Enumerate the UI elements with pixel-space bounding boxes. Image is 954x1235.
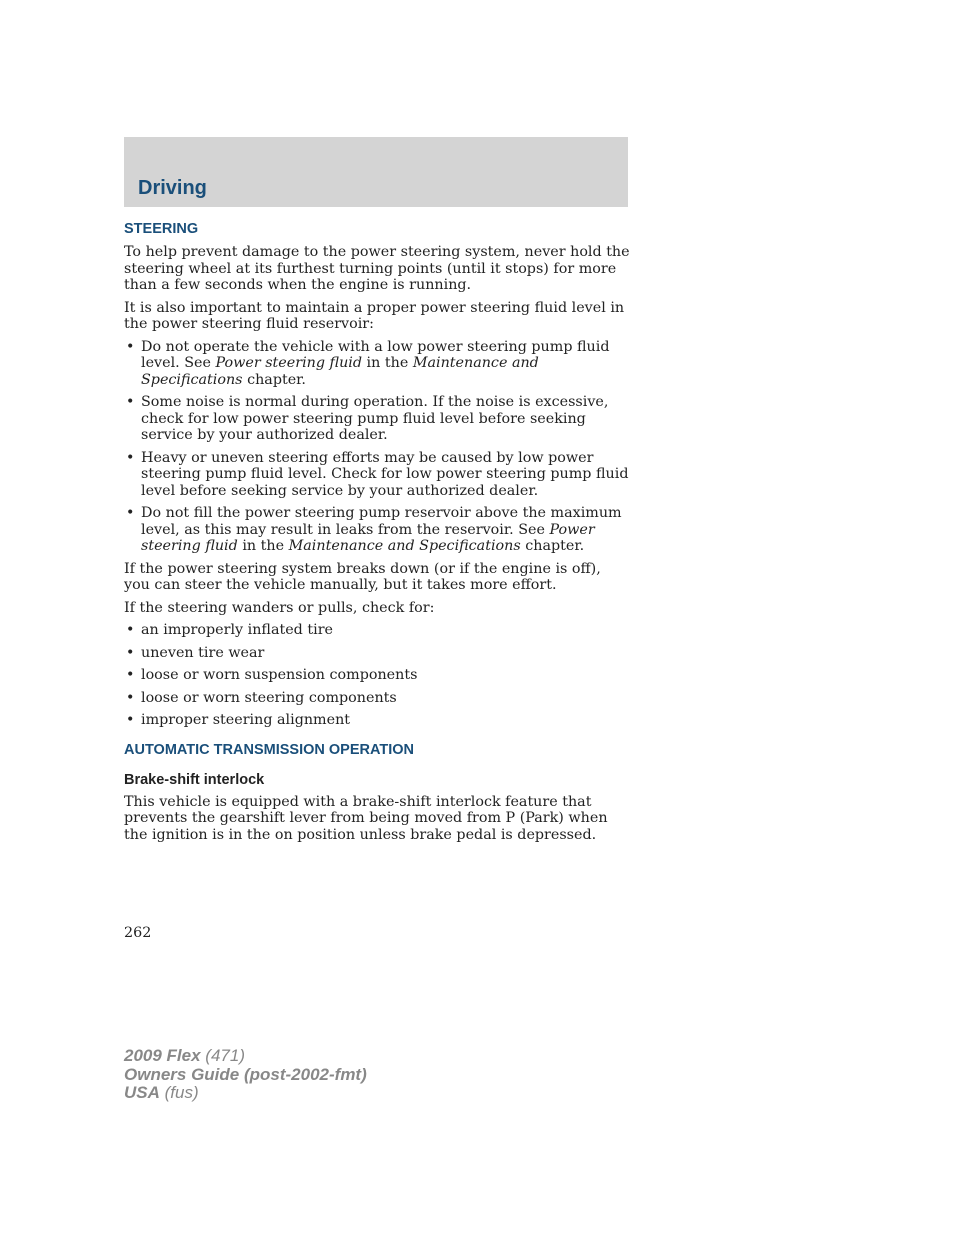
section-header-band: [124, 137, 628, 207]
steering-paragraph-4: If the steering wanders or pulls, check for:: [124, 599, 435, 616]
fluid-bullet-4: • Do not fill the power steering pump reservoir above the maximum level, as this may result in leaks from the reservoir. See Power steering fluid in the Maintenance and Specifications chapter.: [124, 505, 630, 555]
brake-shift-subheading: Brake-shift interlock: [124, 771, 265, 788]
footer-line-1: 2009 Flex (471): [124, 1046, 245, 1065]
section-title: Driving: [138, 177, 207, 199]
transmission-paragraph-1: This vehicle is equipped with a brake-shift interlock feature that prevents the gearshift lever from being moved from P (Park) when the ignition is in the on position unless brake pedal is depressed.: [124, 793, 608, 843]
footer-line-2: Owners Guide (post-2002-fmt): [124, 1064, 367, 1084]
reference-maintenance-chapter: Maintenance and Specifications: [288, 538, 521, 554]
check-item: • loose or worn suspension components: [124, 667, 630, 684]
footer-line-3: USA (fus): [124, 1083, 199, 1102]
page-number: 262: [124, 925, 152, 941]
check-item: • uneven tire wear: [124, 645, 630, 662]
reference-power-steering-fluid: Power steering fluid: [141, 521, 595, 554]
fluid-bullet-list: [124, 339, 630, 555]
fluid-bullet-1: • Do not operate the vehicle with a low power steering pump fluid level. See Power steering fluid in the Maintenance and Specifications chapter.: [124, 339, 630, 389]
steering-paragraph-1: To help prevent damage to the power steering system, never hold the steering wheel at its furthest turning points (until it stops) for more than a few seconds when the engine is running.: [124, 244, 630, 293]
check-item: • loose or worn steering components: [124, 690, 630, 707]
reference-maintenance-chapter: Maintenance and Specifications: [141, 355, 539, 388]
transmission-heading: AUTOMATIC TRANSMISSION OPERATION: [124, 741, 414, 758]
check-item: • an improperly inflated tire: [124, 622, 630, 639]
page-content: [124, 220, 630, 849]
document-footer: [124, 1047, 367, 1103]
check-item: • improper steering alignment: [124, 712, 630, 729]
fluid-bullet-3: • Heavy or uneven steering efforts may be caused by low power steering pump fluid level. Check for low power steering pump fluid level before seeking service by your authorized dealer.: [124, 450, 630, 500]
steering-paragraph-3: If the power steering system breaks down (or if the engine is off), you can steer the vehicle manually, but it takes more effort.: [124, 560, 601, 593]
fluid-bullet-2: • Some noise is normal during operation. If the noise is excessive, check for low power steering pump fluid level before seeking service by your authorized dealer.: [124, 394, 630, 444]
steering-check-list: [124, 622, 630, 729]
steering-paragraph-2: It is also important to maintain a proper power steering fluid level in the power steering fluid reservoir:: [124, 299, 625, 332]
reference-power-steering-fluid: Power steering fluid: [215, 355, 363, 371]
steering-heading: STEERING: [124, 221, 199, 237]
